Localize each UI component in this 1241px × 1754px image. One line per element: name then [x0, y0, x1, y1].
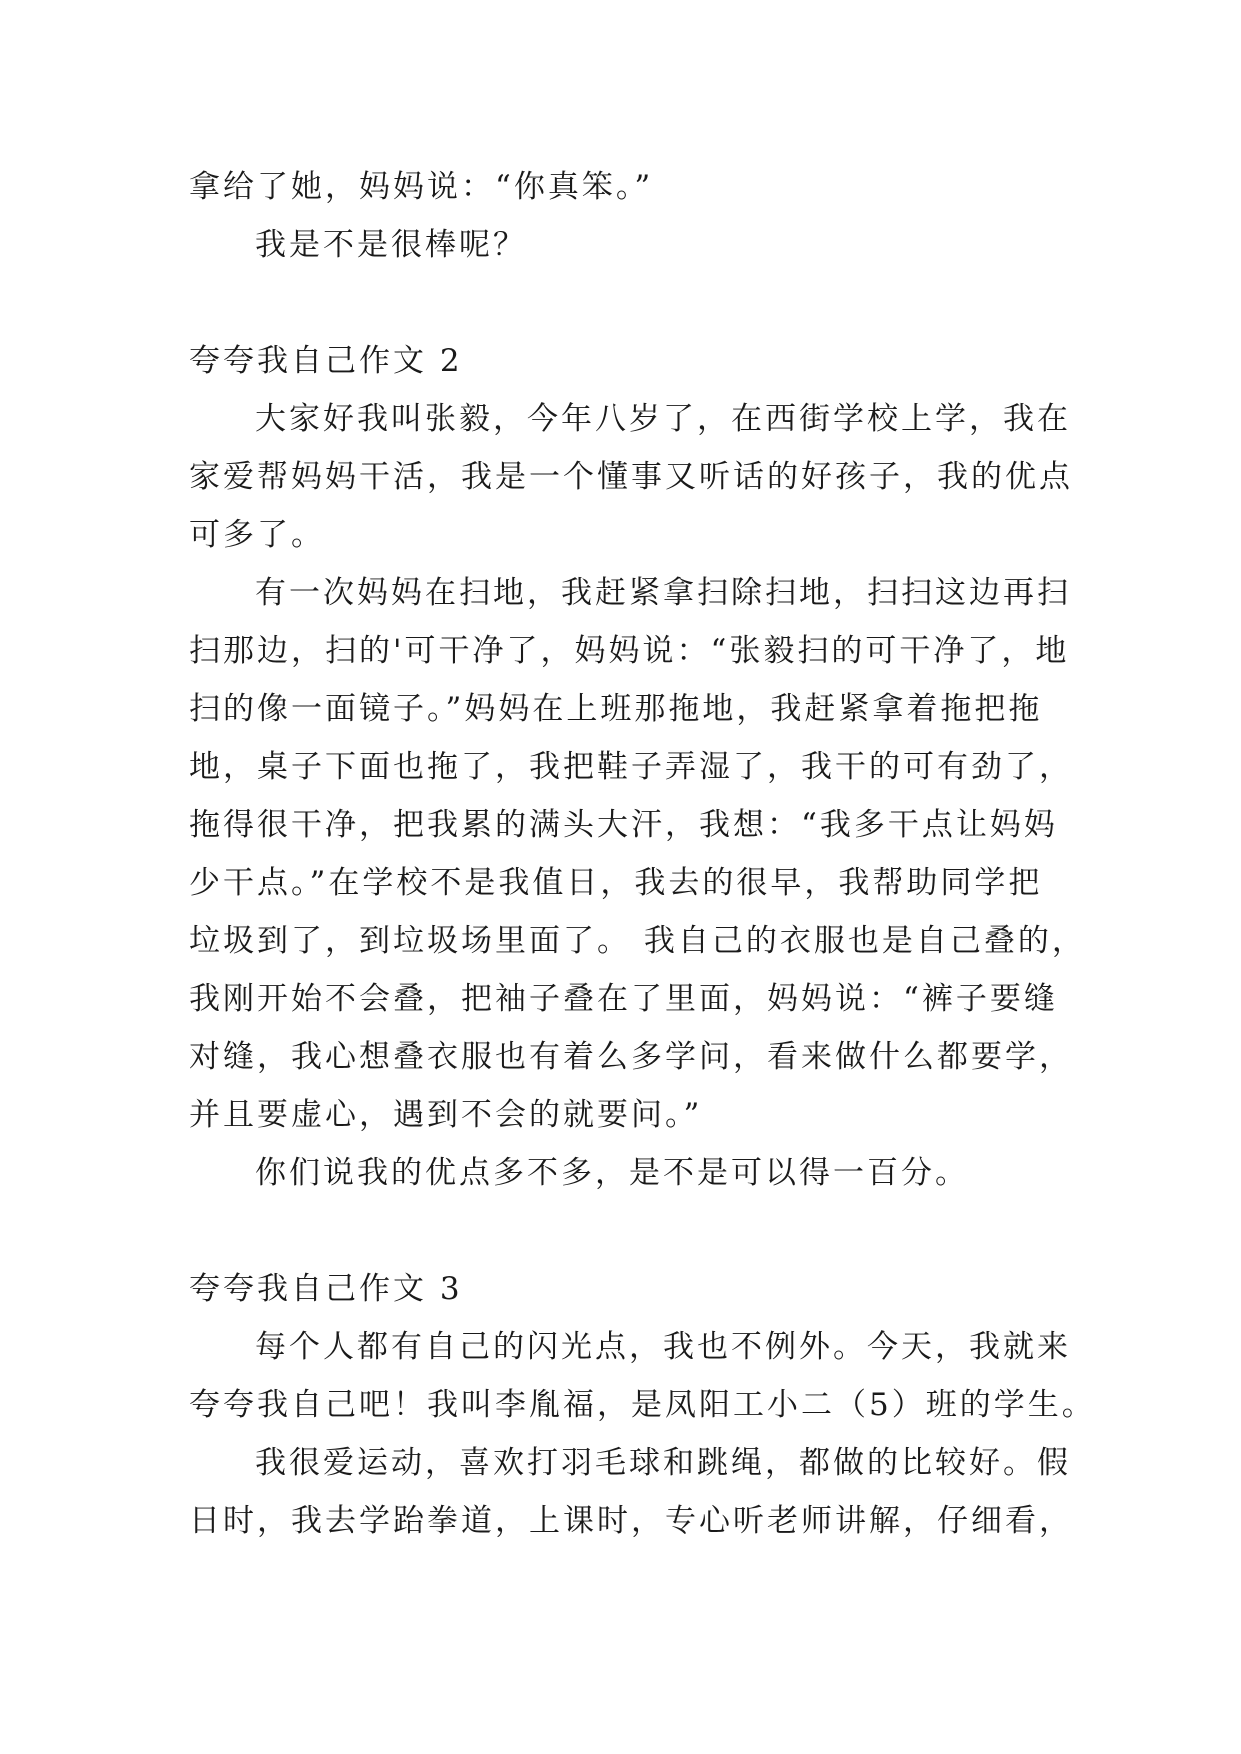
- paragraph-line: 扫的像一面镜子。”妈妈在上班那拖地，我赶紧拿着拖把拖: [189, 691, 1043, 727]
- paragraph-line: 我很爱运动，喜欢打羽毛球和跳绳，都做的比较好。假: [255, 1445, 1071, 1481]
- document-body: [189, 158, 1096, 1550]
- paragraph-line: 对缝，我心想叠衣服也有着么多学问，看来做什么都要学，: [189, 1039, 1073, 1075]
- paragraph-line: 家爱帮妈妈干活，我是一个懂事又听话的好孩子，我的优点: [189, 459, 1073, 495]
- paragraph-line: 大家好我叫张毅，今年八岁了，在西街学校上学，我在: [255, 401, 1071, 437]
- paragraph-line: 拿给了她，妈妈说：“你真笨。”: [189, 169, 654, 205]
- paragraph-line: 夸夸我自己吧！我叫李胤福，是凤阳工小二（5）班的学生。: [189, 1387, 1096, 1423]
- section-gap: [189, 1202, 1069, 1260]
- paragraph-line: 我是不是很棒呢？: [255, 227, 527, 263]
- paragraph-line: 扫那边，扫的'可干净了，妈妈说：“张毅扫的可干净了，地: [189, 633, 1070, 669]
- paragraph-line: 日时，我去学跆拳道，上课时，专心听老师讲解，仔细看，: [189, 1503, 1073, 1539]
- paragraph-line: 你们说我的优点多不多，是不是可以得一百分。: [255, 1155, 969, 1191]
- paragraph-line: 拖得很干净，把我累的满头大汗，我想：“我多干点让妈妈: [189, 807, 1058, 843]
- paragraph-line: 可多了。: [189, 517, 325, 553]
- section-heading: 夸夸我自己作文 3: [189, 1271, 463, 1307]
- paragraph-line: 有一次妈妈在扫地，我赶紧拿扫除扫地，扫扫这边再扫: [255, 575, 1071, 611]
- section-gap: [189, 274, 1069, 332]
- paragraph-line: 并且要虚心，遇到不会的就要问。”: [189, 1097, 703, 1133]
- paragraph-line: 每个人都有自己的闪光点，我也不例外。今天，我就来: [255, 1329, 1071, 1365]
- paragraph-line: 地，桌子下面也拖了，我把鞋子弄湿了，我干的可有劲了，: [189, 749, 1073, 785]
- paragraph-line: 我刚开始不会叠，把袖子叠在了里面，妈妈说：“裤子要缝: [189, 981, 1058, 1017]
- section-heading: 夸夸我自己作文 2: [189, 343, 463, 379]
- paragraph-line: 垃圾到了，到垃圾场里面了。 我自己的衣服也是自己叠的，: [189, 923, 1086, 959]
- paragraph-line: 少干点。”在学校不是我值日，我去的很早，我帮助同学把: [189, 865, 1043, 901]
